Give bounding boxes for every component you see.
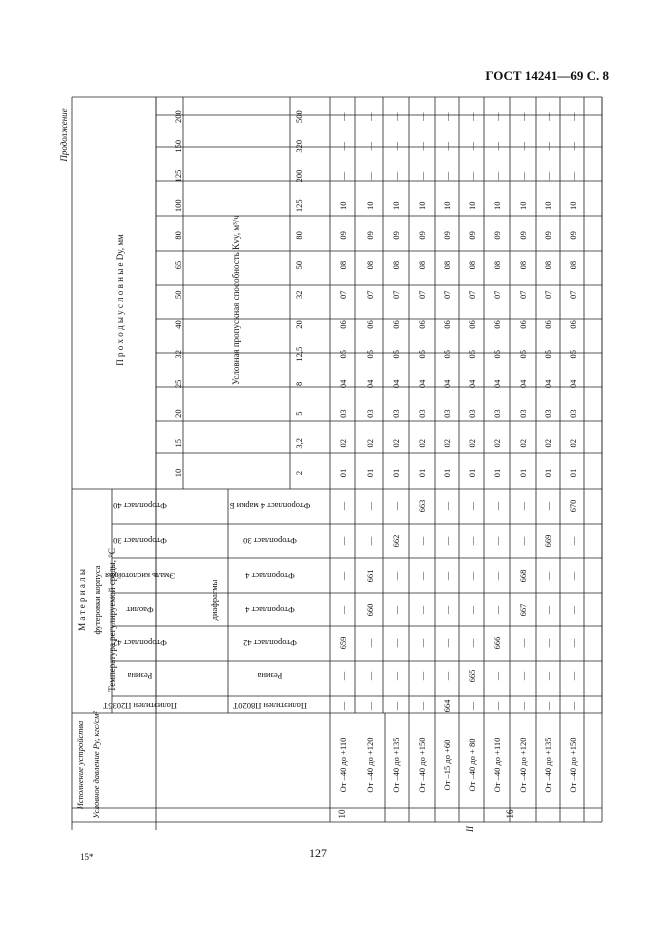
row-temp-4: От –15 до +60: [442, 739, 452, 791]
pressure-16: 16: [505, 809, 515, 819]
row-mat-5-2: —: [467, 638, 477, 648]
row-dia-4-10: —: [442, 171, 452, 181]
row-dia-2-3: 04: [391, 379, 401, 389]
row-dia-3-7: 08: [417, 260, 427, 270]
row-dia-6-6: 07: [492, 290, 502, 300]
row-mat-0-2: 659: [338, 636, 348, 650]
row-dia-3-3: 04: [417, 379, 427, 389]
row-mat-9-0: —: [568, 701, 578, 711]
row-dia-6-5: 06: [492, 320, 502, 329]
row-dia-2-1: 02: [391, 439, 401, 448]
row-dia-9-8: 09: [568, 231, 578, 240]
pressure-header: Условное давление Pу, кгс/см²: [91, 711, 101, 819]
row-dia-6-4: 05: [492, 349, 502, 359]
page-header: ГОСТ 14241—69 С. 8: [485, 68, 609, 83]
row-dia-7-3: 04: [518, 379, 528, 389]
row-mat-9-6: 670: [568, 499, 578, 513]
row-dia-6-7: 08: [492, 260, 502, 270]
row-mat-8-1: —: [543, 671, 553, 681]
row-mat-7-0: —: [518, 701, 528, 711]
row-mat-7-3: 667: [518, 603, 528, 617]
row-dia-3-9: 10: [417, 201, 427, 210]
row-dia-4-4: 05: [442, 349, 452, 359]
row-dia-8-3: 04: [543, 379, 553, 389]
row-mat-2-0: —: [391, 701, 401, 711]
row-dia-8-9: 10: [543, 201, 553, 210]
row-dia-4-5: 06: [442, 320, 452, 329]
row-dia-4-0: 01: [442, 468, 452, 478]
row-dia-6-10: —: [492, 171, 502, 181]
row-dia-6-12: —: [492, 112, 502, 121]
diaphragm-material-0: Полиэтилен П8020Т: [233, 701, 307, 711]
kv-value-8: 80: [294, 231, 304, 240]
row-mat-8-0: —: [543, 701, 553, 711]
row-dia-1-1: 02: [365, 439, 375, 448]
diameter-20: 20: [173, 409, 183, 418]
diameter-200: 200: [173, 110, 183, 123]
row-dia-1-12: —: [365, 112, 375, 121]
continuation-label: Продолжение: [59, 107, 69, 162]
row-dia-8-0: 01: [543, 468, 553, 478]
row-dia-0-10: —: [338, 171, 348, 181]
row-dia-1-5: 06: [365, 320, 375, 329]
execution-header: Исполнение устройства: [75, 720, 85, 810]
row-dia-7-12: —: [518, 112, 528, 121]
kv-value-0: 2: [294, 470, 304, 476]
row-mat-2-4: —: [391, 571, 401, 581]
row-dia-9-6: 07: [568, 290, 578, 300]
row-mat-8-5: 669: [543, 534, 553, 548]
row-mat-5-1: 665: [467, 669, 477, 683]
row-mat-8-3: —: [543, 605, 553, 615]
row-dia-2-10: —: [391, 171, 401, 181]
row-mat-4-5: —: [442, 536, 452, 546]
row-dia-7-10: —: [518, 171, 528, 181]
row-dia-0-12: —: [338, 112, 348, 121]
row-dia-9-7: 08: [568, 260, 578, 270]
row-mat-6-4: —: [492, 571, 502, 581]
row-dia-9-12: —: [568, 112, 578, 121]
row-mat-3-3: —: [417, 605, 427, 615]
row-mat-4-1: —: [442, 671, 452, 681]
row-mat-2-6: —: [391, 501, 401, 511]
row-dia-6-9: 10: [492, 201, 502, 210]
row-mat-9-5: —: [568, 536, 578, 546]
row-dia-8-4: 05: [543, 349, 553, 359]
row-dia-6-2: 03: [492, 409, 502, 418]
row-mat-9-1: —: [568, 671, 578, 681]
row-dia-8-12: —: [543, 112, 553, 121]
diaphragm-material-1: Резина: [257, 671, 283, 681]
materials-header: М а т е р и а л ы: [77, 569, 87, 631]
row-dia-0-8: 09: [338, 231, 348, 240]
row-dia-7-5: 06: [518, 320, 528, 329]
kv-value-6: 32: [294, 290, 304, 300]
kv-value-5: 20: [294, 320, 304, 329]
row-dia-8-1: 02: [543, 439, 553, 448]
row-mat-0-5: —: [338, 536, 348, 546]
row-dia-5-7: 08: [467, 260, 477, 270]
row-dia-1-9: 10: [365, 201, 375, 210]
row-dia-2-9: 10: [391, 201, 401, 210]
row-dia-7-9: 10: [518, 201, 528, 210]
diaphragm-material-2: Фторопласт 42: [243, 638, 297, 648]
row-mat-1-4: 661: [365, 569, 375, 583]
row-dia-8-6: 07: [543, 290, 553, 300]
row-dia-9-3: 04: [568, 379, 578, 389]
row-mat-3-6: 663: [417, 499, 427, 513]
execution-II: II: [465, 826, 475, 832]
row-dia-2-4: 05: [391, 349, 401, 359]
row-dia-9-5: 06: [568, 320, 578, 329]
row-mat-4-4: —: [442, 571, 452, 581]
row-dia-5-10: —: [467, 171, 477, 181]
row-dia-3-6: 07: [417, 290, 427, 300]
row-mat-4-0: 664: [442, 699, 452, 713]
diameters-header: П р о х о д ы у с л о в н ы е Dу, мм: [115, 234, 125, 366]
row-temp-7: От –40 до +120: [518, 737, 528, 793]
row-dia-0-1: 02: [338, 439, 348, 448]
row-mat-9-4: —: [568, 571, 578, 581]
row-dia-0-5: 06: [338, 320, 348, 329]
row-dia-8-5: 06: [543, 320, 553, 329]
row-dia-8-7: 08: [543, 260, 553, 270]
row-dia-0-7: 08: [338, 260, 348, 270]
row-dia-7-4: 05: [518, 349, 528, 359]
row-dia-7-11: —: [518, 142, 528, 151]
row-mat-0-0: —: [338, 701, 348, 711]
row-dia-4-3: 04: [442, 379, 452, 389]
row-mat-3-4: —: [417, 571, 427, 581]
row-dia-5-4: 05: [467, 349, 477, 359]
kv-header: Условная пропускная способность Kvy, м³/ч: [231, 215, 241, 385]
diameter-32: 32: [173, 349, 183, 359]
row-dia-2-5: 06: [391, 320, 401, 329]
row-mat-6-1: —: [492, 671, 502, 681]
row-dia-2-6: 07: [391, 290, 401, 300]
row-dia-8-11: —: [543, 142, 553, 151]
row-mat-0-6: —: [338, 501, 348, 511]
row-dia-4-1: 02: [442, 439, 452, 448]
pressure-10: 10: [337, 809, 347, 819]
row-mat-3-2: —: [417, 638, 427, 648]
row-mat-3-0: —: [417, 701, 427, 711]
row-dia-9-0: 01: [568, 468, 578, 478]
row-dia-7-1: 02: [518, 439, 528, 448]
row-mat-6-3: —: [492, 605, 502, 615]
row-mat-5-3: —: [467, 605, 477, 615]
row-dia-9-2: 03: [568, 409, 578, 418]
row-dia-3-12: —: [417, 112, 427, 121]
row-dia-1-3: 04: [365, 379, 375, 389]
row-dia-1-11: —: [365, 142, 375, 151]
row-dia-1-0: 01: [365, 468, 375, 478]
row-dia-5-3: 04: [467, 379, 477, 389]
row-dia-9-4: 05: [568, 349, 578, 359]
row-mat-6-0: —: [492, 701, 502, 711]
row-mat-6-6: —: [492, 501, 502, 511]
diameter-80: 80: [173, 231, 183, 240]
diaphragm-material-6: Фторопласт 4 марки Б: [229, 501, 311, 511]
row-dia-5-11: —: [467, 142, 477, 151]
kv-value-2: 5: [294, 411, 304, 416]
row-mat-2-1: —: [391, 671, 401, 681]
row-temp-8: От –40 до +135: [543, 737, 553, 793]
row-dia-4-11: —: [442, 142, 452, 151]
row-dia-6-0: 01: [492, 468, 502, 478]
row-dia-4-9: 10: [442, 201, 452, 210]
lining-material-2: Фторопласт 42: [113, 638, 167, 648]
row-mat-6-5: —: [492, 536, 502, 546]
row-dia-3-10: —: [417, 171, 427, 181]
kv-value-3: 8: [294, 381, 304, 387]
row-dia-5-5: 06: [467, 320, 477, 329]
row-mat-1-2: —: [365, 638, 375, 648]
kv-value-1: 3,2: [294, 437, 304, 449]
row-dia-2-8: 09: [391, 231, 401, 240]
row-dia-5-2: 03: [467, 409, 477, 418]
row-mat-4-2: —: [442, 638, 452, 648]
row-dia-1-7: 08: [365, 260, 375, 270]
row-dia-5-8: 09: [467, 231, 477, 240]
row-dia-3-4: 05: [417, 349, 427, 359]
row-dia-3-8: 09: [417, 231, 427, 240]
row-mat-0-4: —: [338, 571, 348, 581]
row-dia-3-5: 06: [417, 320, 427, 329]
lining-material-3: Фаолит: [126, 605, 154, 615]
row-dia-9-1: 02: [568, 439, 578, 448]
row-dia-5-1: 02: [467, 439, 477, 448]
row-dia-7-7: 08: [518, 260, 528, 270]
row-mat-9-2: —: [568, 638, 578, 648]
row-mat-9-3: —: [568, 605, 578, 615]
kv-value-12: 500: [294, 110, 304, 123]
diameter-10: 10: [173, 468, 183, 478]
row-dia-8-8: 09: [543, 231, 553, 240]
row-dia-7-6: 07: [518, 290, 528, 300]
diameter-65: 65: [173, 260, 183, 270]
row-mat-2-5: 662: [391, 534, 401, 548]
diameter-150: 150: [173, 139, 183, 153]
row-dia-0-0: 01: [338, 468, 348, 478]
row-dia-7-0: 01: [518, 468, 528, 478]
row-dia-0-9: 10: [338, 201, 348, 210]
row-mat-1-1: —: [365, 671, 375, 681]
row-dia-6-8: 09: [492, 231, 502, 240]
row-mat-7-1: —: [518, 671, 528, 681]
row-dia-8-10: —: [543, 171, 553, 181]
row-mat-8-4: —: [543, 571, 553, 581]
row-dia-5-12: —: [467, 112, 477, 121]
row-dia-8-2: 03: [543, 409, 553, 418]
row-temp-3: От –40 до +150: [417, 737, 427, 793]
row-dia-2-7: 08: [391, 260, 401, 270]
row-mat-1-0: —: [365, 701, 375, 711]
row-mat-1-3: 660: [365, 603, 375, 617]
row-mat-5-0: —: [467, 701, 477, 711]
row-dia-2-12: —: [391, 112, 401, 121]
diaphragm-material-3: Фторопласт 4: [245, 605, 295, 615]
row-dia-1-2: 03: [365, 409, 375, 418]
row-mat-8-2: —: [543, 638, 553, 648]
lining-header: футеровки корпуса: [92, 565, 102, 635]
lining-material-1: Резина: [127, 671, 153, 681]
row-dia-7-2: 03: [518, 409, 528, 418]
row-mat-3-1: —: [417, 671, 427, 681]
row-mat-7-4: 668: [518, 569, 528, 583]
diaphragm-material-5: Фторопласт 30: [243, 536, 297, 546]
row-dia-6-1: 02: [492, 439, 502, 448]
row-dia-3-0: 01: [417, 468, 427, 478]
row-mat-5-6: —: [467, 501, 477, 511]
row-mat-2-2: —: [391, 638, 401, 648]
row-temp-1: От –40 до +120: [365, 737, 375, 793]
row-mat-1-6: —: [365, 501, 375, 511]
row-dia-0-11: —: [338, 142, 348, 151]
lining-material-4: Эмаль кислотойкая: [105, 571, 175, 581]
row-dia-1-8: 09: [365, 231, 375, 240]
kv-value-11: 320: [294, 139, 304, 153]
row-dia-9-11: —: [568, 142, 578, 151]
row-dia-1-6: 07: [365, 290, 375, 300]
row-dia-5-6: 07: [467, 290, 477, 300]
lining-material-6: Фторопласт 40: [113, 501, 167, 511]
temperature-header: Температура регулируемой среды, °С: [107, 548, 117, 692]
row-mat-6-2: 666: [492, 636, 502, 650]
row-mat-7-2: —: [518, 638, 528, 648]
row-dia-3-2: 03: [417, 409, 427, 418]
row-dia-3-11: —: [417, 142, 427, 151]
row-dia-2-11: —: [391, 142, 401, 151]
row-dia-9-9: 10: [568, 201, 578, 210]
diaphragm-material-4: Фторопласт 4: [245, 571, 295, 581]
row-dia-6-11: —: [492, 142, 502, 151]
row-mat-4-6: —: [442, 501, 452, 511]
kv-value-9: 125: [294, 199, 304, 213]
row-mat-8-6: —: [543, 501, 553, 511]
row-temp-9: От –40 до +150: [568, 737, 578, 793]
row-dia-4-12: —: [442, 112, 452, 121]
row-dia-6-3: 04: [492, 379, 502, 389]
row-dia-3-1: 02: [417, 439, 427, 448]
row-mat-7-5: —: [518, 536, 528, 546]
row-mat-0-1: —: [338, 671, 348, 681]
row-dia-1-10: —: [365, 171, 375, 181]
diaphragm-header: диафрагмы: [209, 579, 219, 621]
row-dia-4-8: 09: [442, 231, 452, 240]
row-temp-0: От –40 до +110: [338, 737, 348, 793]
row-mat-3-5: —: [417, 536, 427, 546]
row-mat-1-5: —: [365, 536, 375, 546]
row-dia-4-2: 03: [442, 409, 452, 418]
row-dia-7-8: 09: [518, 231, 528, 240]
row-mat-0-3: —: [338, 605, 348, 615]
row-mat-7-6: —: [518, 501, 528, 511]
diameter-40: 40: [173, 320, 183, 329]
row-dia-5-9: 10: [467, 201, 477, 210]
row-temp-2: От –40 до +135: [391, 737, 401, 793]
row-mat-5-4: —: [467, 571, 477, 581]
page-number: 127: [309, 846, 327, 860]
row-dia-4-7: 08: [442, 260, 452, 270]
row-dia-1-4: 05: [365, 349, 375, 359]
kv-value-10: 200: [294, 169, 304, 183]
row-dia-2-0: 01: [391, 468, 401, 478]
lining-material-0: Полиэтилен П2035Т: [103, 701, 177, 711]
diameter-15: 15: [173, 439, 183, 448]
row-dia-0-6: 07: [338, 290, 348, 300]
row-dia-9-10: —: [568, 171, 578, 181]
row-temp-5: От –40 до + 80: [467, 738, 477, 792]
row-dia-4-6: 07: [442, 290, 452, 300]
kv-value-7: 50: [294, 260, 304, 270]
row-dia-0-3: 04: [338, 379, 348, 389]
row-dia-0-2: 03: [338, 409, 348, 418]
lining-material-5: Фторопласт 30: [113, 536, 167, 546]
diameter-125: 125: [173, 169, 183, 183]
row-mat-4-3: —: [442, 605, 452, 615]
diameter-100: 100: [173, 199, 183, 213]
row-dia-0-4: 05: [338, 349, 348, 359]
diameter-50: 50: [173, 290, 183, 300]
row-mat-2-3: —: [391, 605, 401, 615]
diameter-25: 25: [173, 379, 183, 389]
row-temp-6: От –40 до +110: [492, 737, 502, 793]
row-dia-5-0: 01: [467, 468, 477, 478]
row-mat-5-5: —: [467, 536, 477, 546]
row-dia-2-2: 03: [391, 409, 401, 418]
footer-mark: 15*: [80, 852, 94, 862]
kv-value-4: 12,5: [294, 346, 304, 362]
